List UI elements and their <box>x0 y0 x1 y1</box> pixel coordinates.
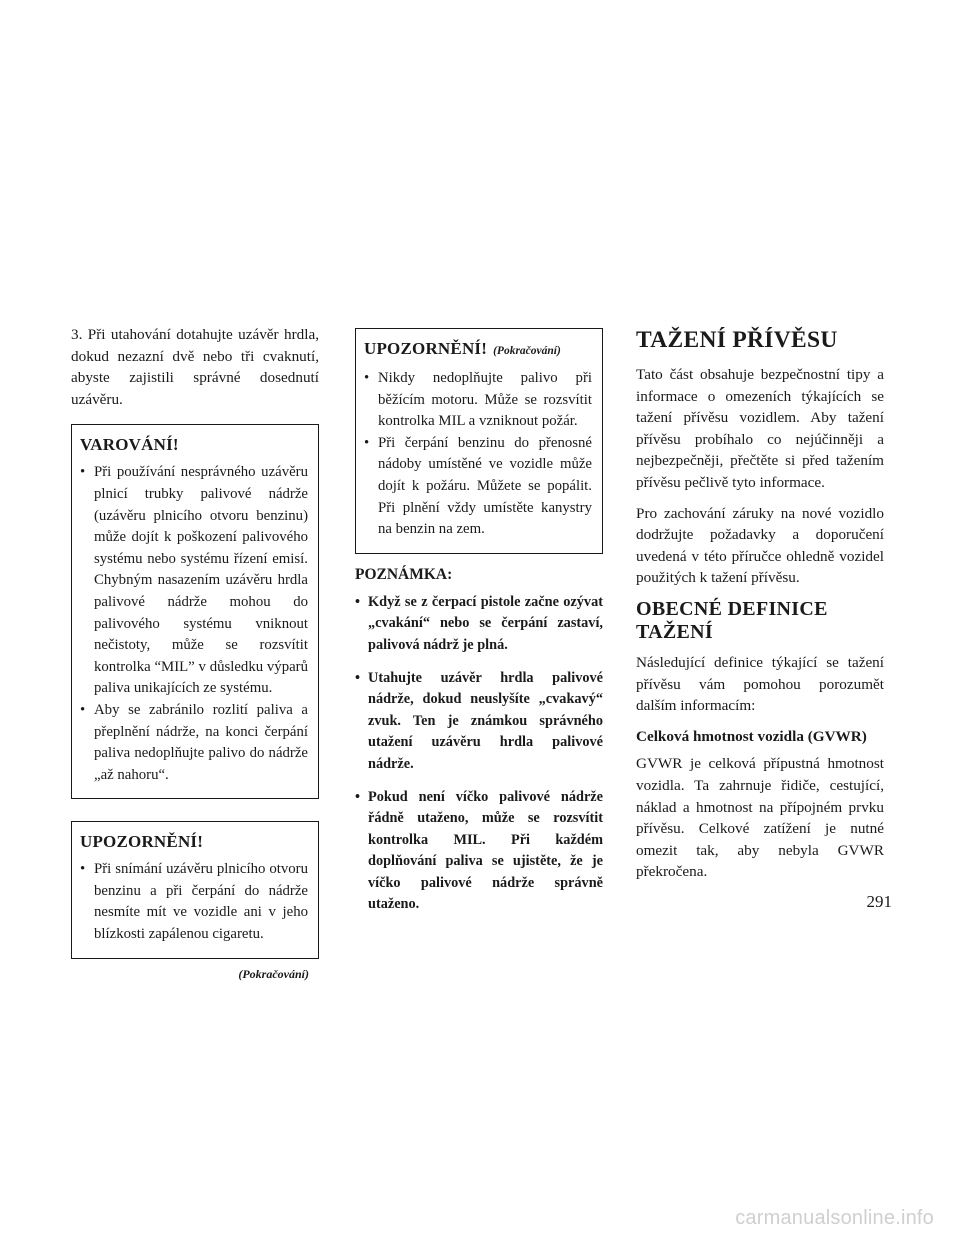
paragraph: Pro zachování záruky na nové vozidlo dodržujte požadavky a doporučení uvedená v této příručce ohledně vozidel použitých k tažení přívěsu. <box>636 504 884 587</box>
caution-title-text: UPOZORNĚNÍ! <box>364 339 488 358</box>
intro-step-3: 3. Při utahování dotahujte uzávěr hrdla, dokud nezazní dvě nebo tři cvaknutí, abyste zajistili správné dosednutí uzávěru. <box>71 326 319 408</box>
right-column <box>636 326 884 883</box>
note-item: • Když se z čerpací pistole začne ozývat „cvakání“ nebo se čerpání zastaví, palivová nádrž je plná. <box>355 592 603 657</box>
paragraph: GVWR je celková přípustná hmotnost vozidla. Ta zahrnuje řidiče, cestující, náklad a hmotnost na přípojném prvku přívěsu. Celkové zatížení je nutné omezit tak, aby nebyla GVWR překročena. <box>636 755 884 881</box>
warning-box <box>71 424 319 799</box>
note-item: • Pokud není víčko palivové nádrže řádně utaženo, může se rozsvítit kontrolka MIL. Při každém doplňování paliva se ujistěte, že je víčko palivové nádrže správně utaženo. <box>355 787 603 917</box>
caution-continued-label: (Pokračování) <box>493 345 561 357</box>
term-title: Celková hmotnost vozidla (GVWR) <box>636 727 867 745</box>
paragraph: Tato část obsahuje bezpečnostní tipy a informace o omezeních týkajících se tažení přívěsu vozidlem. Aby tažení přívěsu probíhalo co nejúčinněji a nejbezpečněji, přečtěte si před tažením přívěsu pečlivě tyto informace. <box>636 366 884 491</box>
caution-list <box>80 859 308 945</box>
continued-label: (Pokračování) <box>238 966 309 981</box>
note-title: POZNÁMKA: <box>355 565 453 583</box>
caution-item: • Nikdy nedoplňujte palivo při běžícím motoru. Může se rozsvítit kontrolka MIL a vzniknout požár. <box>364 368 592 433</box>
caution-item: • Při čerpání benzinu do přenosné nádoby umístěné ve vozidle může dojít k požáru. Můžete se popálit. Při plnění vždy umístěte kanystry na benzin na zem. <box>364 433 592 541</box>
caution-title <box>364 338 592 362</box>
caution-item: • Při snímání uzávěru plnicího otvoru benzinu a při čerpání do nádrže nesmíte mít ve vozidle ani v jeho blízkosti zapálenou cigaretu. <box>80 859 308 945</box>
note-list <box>355 592 603 916</box>
caution-continued-box <box>355 328 603 554</box>
left-column <box>71 324 319 982</box>
paragraph: Následující definice týkající se tažení přívěsu vám pomohou porozumět dalším informacím: <box>636 653 884 715</box>
section-title: TAŽENÍ PŘÍVĚSU <box>636 327 838 353</box>
warning-item: • Aby se zabránilo rozlití paliva a přeplnění nádrže, na konci čerpání paliva nedoplňujte palivo do nádrže „až nahoru“. <box>80 700 308 786</box>
page-number: 291 <box>866 892 892 911</box>
middle-column <box>355 328 603 927</box>
note-item: • Utahujte uzávěr hrdla palivové nádrže, dokud neuslyšíte „cvakavý“ zvuk. Ten je známkou správného utažení uzávěru hrdla palivové nádrže. <box>355 668 603 776</box>
caution-title: UPOZORNĚNÍ! <box>80 832 204 852</box>
caution-list <box>364 368 592 541</box>
warning-list <box>80 462 308 786</box>
caution-box <box>71 821 319 958</box>
warning-item: • Při používání nesprávného uzávěru plnicí trubky palivové nádrže (uzávěru plnicího otvoru benzinu) může dojít k poškození palivového systému nebo systému řízení emisí. Chybným nasazením uzávěru hrdla palivové nádrže mohou do palivového systému vniknout nečistoty, může se rozsvítit kontrolka “MIL” v důsledku výparů paliva unikajících ze systému. <box>80 462 308 700</box>
warning-title: VAROVÁNÍ! <box>80 435 179 455</box>
subsection-title: OBECNÉ DEFINICE TAŽENÍ <box>636 597 828 643</box>
watermark: carmanualsonline.info <box>735 1207 934 1229</box>
